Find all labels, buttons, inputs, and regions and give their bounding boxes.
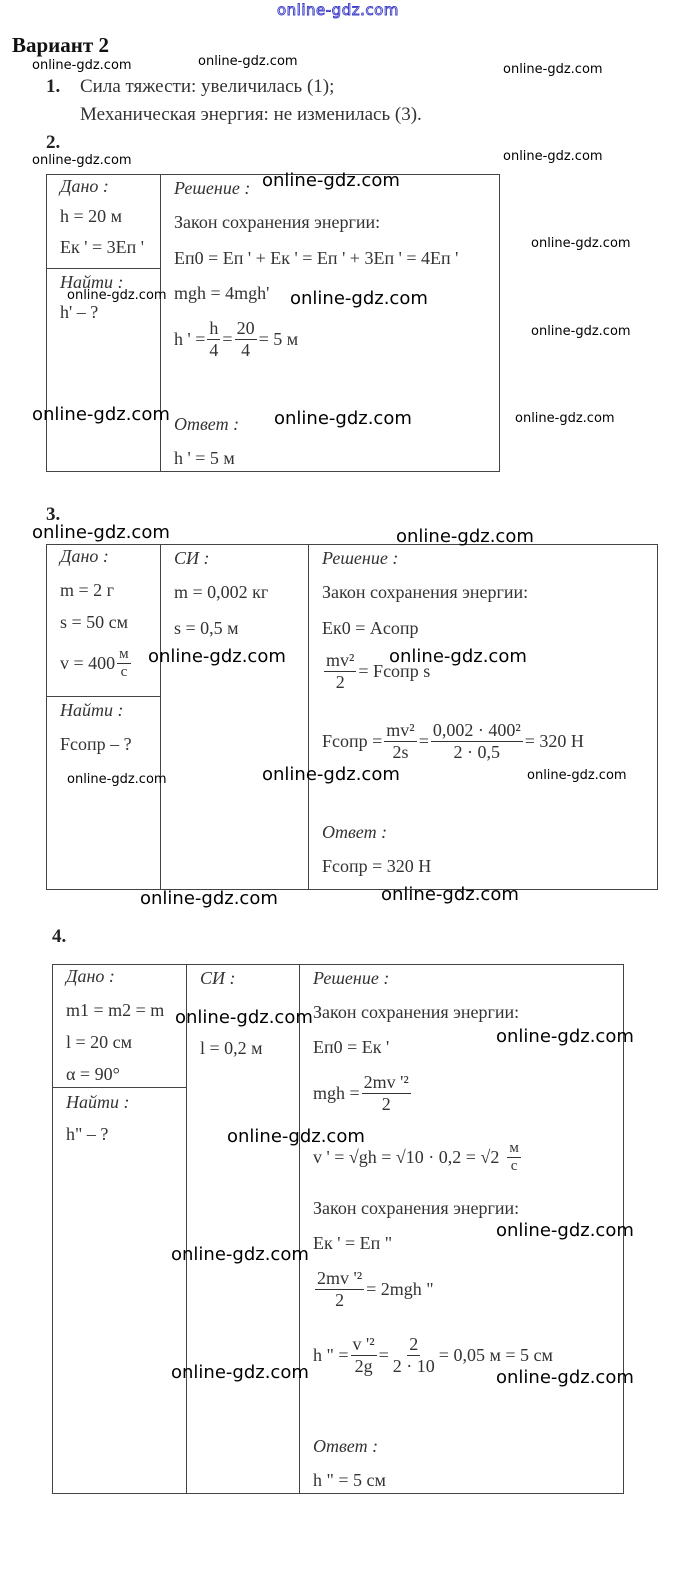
q2-given-2: Eк ' = 3Eп ' (60, 237, 145, 257)
q2-answer-label: Ответ : (174, 414, 240, 434)
q2-eq3-f2-den: 4 (241, 339, 251, 360)
q3-given-v-value: v = 400 (60, 653, 116, 674)
q4-eq1: Eп0 = Eк ' (313, 1037, 390, 1057)
q4-eq4: Eк ' = Eп " (313, 1233, 393, 1253)
q2-find: h' – ? (60, 302, 99, 322)
q4-solution-label: Решение : (313, 968, 390, 988)
watermark: online-gdz.com (503, 149, 603, 164)
q2-eq3-rhs: = 5 м (258, 328, 299, 349)
q4-eq3-text: v ' = √gh = √10 · 0,2 = √2 (313, 1147, 500, 1168)
watermark: online-gdz.com (175, 1007, 313, 1028)
q4-eq5-num: 2mv '² (317, 1268, 363, 1288)
q2-eq3-lhs: h ' = (174, 328, 206, 349)
q3-si-label: СИ : (174, 548, 210, 568)
q4-given-2: l = 20 см (66, 1032, 133, 1052)
q4-eq6-f1-num: v '² (352, 1334, 375, 1354)
q3-solution-label: Решение : (322, 548, 399, 568)
watermark: online-gdz.com (148, 646, 286, 667)
q3-law: Закон сохранения энергии: (322, 582, 529, 602)
q3-eq3-f2-den: 2 · 0,5 (453, 741, 501, 762)
q1-number: 1. (46, 76, 61, 97)
q2-eq3-fraction1 (207, 318, 220, 360)
watermark: online-gdz.com (140, 888, 278, 909)
watermark: online-gdz.com (527, 768, 627, 783)
q3-given-v-unit-num: м (117, 646, 131, 664)
q4-si-label: СИ : (200, 968, 236, 988)
q4-eq3-unit-num: м (507, 1140, 521, 1158)
q2-find-label: Найти : (60, 272, 124, 292)
q2-given-1: h = 20 м (60, 206, 123, 226)
q3-eq2-num: mv² (326, 650, 355, 670)
q3-answer-label: Ответ : (322, 822, 388, 842)
q3-eq1: Eк0 = Aсопр (322, 618, 419, 638)
watermark: online-gdz.com (381, 884, 519, 905)
q4-given-1: m1 = m2 = m (66, 1000, 165, 1020)
watermark: online-gdz.com (496, 1367, 634, 1388)
q2-eq3-f2-num: 20 (236, 318, 255, 338)
q4-eq3-unit-den: с (510, 1158, 518, 1175)
q2-divider (160, 174, 161, 472)
q3-number: 3. (46, 504, 61, 525)
q4-answer-label: Ответ : (313, 1436, 379, 1456)
q4-eq2-den: 2 (381, 1093, 391, 1114)
q3-given-m: m = 2 г (60, 580, 115, 600)
watermark: online-gdz.com (32, 58, 132, 73)
q4-eq5-fraction (315, 1268, 364, 1310)
q3-given-separator (46, 696, 160, 697)
q4-find-label: Найти : (66, 1092, 130, 1112)
q2-solution-label: Решение : (174, 178, 251, 198)
q1-line2: Механическая энергия: не изменилась (3). (80, 104, 422, 125)
q4-eq6-f1-den: 2g (354, 1355, 373, 1376)
watermark: online-gdz.com (32, 153, 132, 168)
watermark: online-gdz.com (396, 526, 534, 547)
q2-answer: h ' = 5 м (174, 448, 235, 468)
q3-given-v-unit-den: с (120, 664, 128, 681)
q4-number: 4. (52, 926, 67, 947)
q2-given-separator (46, 268, 160, 269)
q4-eq2-fraction (362, 1072, 411, 1114)
q2-law: Закон сохранения энергии: (174, 212, 381, 232)
q3-eq3-fraction2 (431, 720, 523, 762)
q2-eq3: h ' = $\frac{h}{4}$ = $\frac{20}{4}$ = 5 м (174, 318, 299, 360)
watermark: online-gdz.com (503, 62, 603, 77)
q4-eq6-fraction2 (391, 1334, 437, 1376)
q4-given-separator (52, 1087, 186, 1088)
q2-eq2: mgh = 4mgh' (174, 283, 270, 303)
q4-divider-1 (186, 964, 187, 1494)
q4-eq3-unit (507, 1140, 521, 1176)
q2-eq3-fraction2 (235, 318, 257, 360)
q4-eq2-lhs: mgh = (313, 1082, 360, 1103)
q4-find: h" – ? (66, 1124, 109, 1144)
q4-eq6-f2-num: 2 (409, 1334, 419, 1354)
q4-eq5-rhs: = 2mgh " (366, 1278, 434, 1299)
watermark: online-gdz.com (262, 764, 400, 785)
q3-eq3-f2-num: 0,002 · 400² (432, 720, 521, 740)
q4-eq6-rhs: = 0,05 м = 5 см (438, 1344, 553, 1365)
q2-eq1: Eп0 = Eп ' + Eк ' = Eп ' + 3Eп ' = 4Eп ' (174, 248, 459, 268)
q3-si-2: s = 0,5 м (174, 618, 239, 638)
q4-eq6-lhs: h " = (313, 1344, 349, 1365)
watermark: online-gdz.com (515, 411, 615, 426)
q3-divider-2 (308, 544, 309, 890)
q2-given-label: Дано : (60, 176, 109, 196)
watermark: online-gdz.com (262, 170, 400, 191)
q4-law1: Закон сохранения энергии: (313, 1002, 520, 1022)
q4-eq6-f2-den: 2 · 10 (392, 1355, 435, 1376)
q3-find-label: Найти : (60, 700, 124, 720)
q3-given-s: s = 50 см (60, 612, 129, 632)
watermark: online-gdz.com (171, 1362, 309, 1383)
q3-eq3-f1-num: mv² (386, 720, 415, 740)
q3-divider-1 (160, 544, 161, 890)
watermark: online-gdz.com (67, 772, 167, 787)
watermark: online-gdz.com (198, 54, 298, 69)
watermark: online-gdz.com (32, 522, 170, 543)
watermark: online-gdz.com (290, 288, 428, 309)
watermark: online-gdz.com (171, 1244, 309, 1265)
watermark: online-gdz.com (274, 408, 412, 429)
q3-eq3-lhs: Fсопр = (322, 730, 383, 751)
q3-given-v (60, 646, 133, 682)
q3-eq3-rhs: = 320 Н (524, 730, 584, 751)
q4-eq2 (313, 1072, 413, 1114)
q3-given-v-unit (117, 646, 131, 682)
q2-eq3-f1-num: h (209, 318, 219, 338)
q4-answer: h " = 5 см (313, 1470, 386, 1490)
watermark: online-gdz.com (227, 1126, 365, 1147)
watermark: online-gdz.com (531, 236, 631, 251)
watermark: online-gdz.com (67, 288, 167, 303)
watermark: online-gdz.com (389, 646, 527, 667)
q3-eq3-f1-den: 2s (392, 741, 409, 762)
q4-eq6-fraction1 (351, 1334, 377, 1376)
q4-given-label: Дано : (66, 966, 115, 986)
q3-si-1: m = 0,002 кг (174, 582, 269, 602)
q2-number: 2. (46, 132, 61, 153)
q3-eq2-den: 2 (335, 671, 345, 692)
q4-si: l = 0,2 м (200, 1038, 263, 1058)
q2-eq3-f1-den: 4 (209, 339, 219, 360)
q3-answer: Fсопр = 320 Н (322, 856, 432, 876)
q3-eq2-fraction (324, 650, 356, 692)
q3-eq3: Fсопр = $\frac{\text{mv²}}{2s}$ = $\frac{\text{0,002 · 400²}}{2 \cdot 0,5}$ = 320 Н (322, 720, 584, 762)
variant-title: Вариант 2 (12, 33, 109, 57)
q4-law2: Закон сохранения энергии: (313, 1198, 520, 1218)
q1-line1: Сила тяжести: увеличилась (1); (80, 76, 335, 97)
header-watermark: online-gdz.com (277, 1, 399, 19)
q4-given-3: α = 90° (66, 1064, 120, 1084)
watermark: online-gdz.com (496, 1026, 634, 1047)
watermark: online-gdz.com (531, 324, 631, 339)
q4-eq2-num: 2mv '² (363, 1072, 409, 1092)
q3-eq2-rhs: = Fсопр s (358, 660, 431, 681)
q3-eq3-fraction1 (384, 720, 416, 762)
q4-eq5-den: 2 (335, 1289, 345, 1310)
watermark: online-gdz.com (496, 1220, 634, 1241)
watermark: online-gdz.com (32, 404, 170, 425)
q3-given-label: Дано : (60, 546, 109, 566)
q3-find: Fсопр – ? (60, 734, 132, 754)
q4-divider-2 (299, 964, 300, 1494)
q4-eq5 (313, 1268, 434, 1310)
q4-eq6: h " = $\frac{\text{v '²}}{2g}$ = $\frac{2}{2 \cdot 10}$ = 0,05 м = 5 см (313, 1334, 553, 1376)
